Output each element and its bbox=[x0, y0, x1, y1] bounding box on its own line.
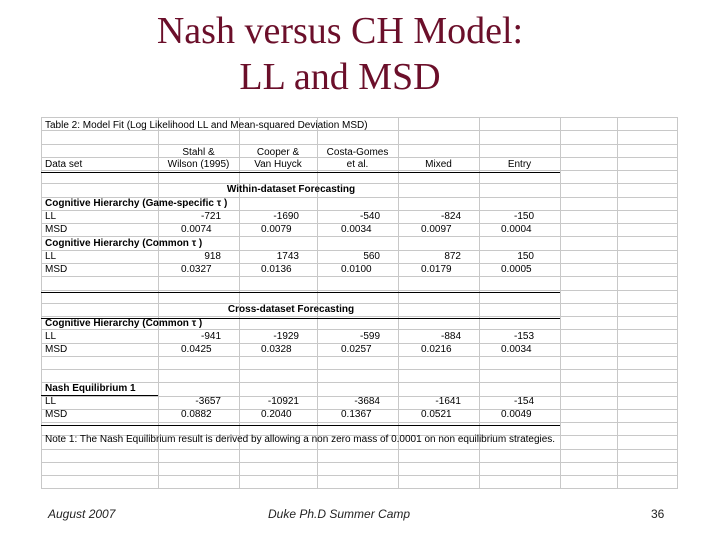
table-cell: 0.0079 bbox=[261, 224, 292, 235]
table-cell: -1690 bbox=[273, 211, 299, 222]
title-line-2: LL and MSD bbox=[239, 56, 441, 98]
table-cell: 0.0049 bbox=[501, 409, 532, 420]
header-cooper-line2: Van Huyck bbox=[254, 159, 302, 170]
table-cell: 560 bbox=[363, 251, 380, 262]
table-cell: 0.0136 bbox=[261, 264, 292, 275]
table-cell: 0.0005 bbox=[501, 264, 532, 275]
table-cell: 918 bbox=[204, 251, 221, 262]
table-cell: 0.0074 bbox=[181, 224, 212, 235]
spreadsheet-table bbox=[41, 117, 678, 489]
table-note: Note 1: The Nash Equilibrium result is derived by allowing a non zero mass of 0.0001 on non equilibrium strategies. bbox=[45, 434, 556, 445]
table-cell: -154 bbox=[513, 396, 534, 407]
row-label: MSD bbox=[45, 264, 68, 275]
row-label: LL bbox=[45, 331, 57, 342]
table-cell: 0.0521 bbox=[421, 409, 452, 420]
table-cell: -1929 bbox=[273, 331, 299, 342]
title-line-1: Nash versus CH Model: bbox=[156, 10, 524, 52]
header-cooper-line1: Cooper & bbox=[256, 147, 300, 158]
table-cell: 0.2040 bbox=[261, 409, 292, 420]
table-cell: -540 bbox=[359, 211, 380, 222]
table-cell: 0.0004 bbox=[501, 224, 532, 235]
table-cell: -3684 bbox=[354, 396, 380, 407]
row-label: LL bbox=[45, 211, 57, 222]
group-label-ch-common-cross: Cognitive Hierarchy (Common τ ) bbox=[45, 318, 203, 329]
section-heading-within: Within-dataset Forecasting bbox=[226, 184, 356, 195]
page-number: 36 bbox=[651, 507, 665, 521]
table-cell: 150 bbox=[517, 251, 534, 262]
table-cell: 0.0327 bbox=[181, 264, 212, 275]
table-cell: 0.0257 bbox=[341, 344, 372, 355]
footer-event: Duke Ph.D Summer Camp bbox=[268, 507, 411, 521]
header-mixed: Mixed bbox=[425, 159, 452, 170]
table-cell: 0.0034 bbox=[501, 344, 532, 355]
row-label: LL bbox=[45, 251, 57, 262]
table-cell: 0.0097 bbox=[421, 224, 452, 235]
table-cell: -150 bbox=[513, 211, 534, 222]
table-cell: 0.0882 bbox=[181, 409, 212, 420]
header-data-set: Data set bbox=[45, 159, 83, 170]
table-cell: 0.0179 bbox=[421, 264, 452, 275]
slide-title bbox=[0, 8, 680, 100]
group-label-nash-equilibrium: Nash Equilibrium 1 bbox=[45, 383, 136, 394]
header-costa-line1: Costa-Gomes bbox=[326, 147, 389, 158]
table-cell: 0.1367 bbox=[341, 409, 372, 420]
table-cell: -599 bbox=[359, 331, 380, 342]
table-cell: 0.0034 bbox=[341, 224, 372, 235]
table-cell: -10921 bbox=[267, 396, 299, 407]
row-label: MSD bbox=[45, 409, 68, 420]
group-label-ch-game-specific: Cognitive Hierarchy (Game-specific τ ) bbox=[45, 198, 228, 209]
table-cell: -824 bbox=[440, 211, 461, 222]
table-cell: -721 bbox=[200, 211, 221, 222]
table-cell: 0.0100 bbox=[341, 264, 372, 275]
table-cell: -941 bbox=[200, 331, 221, 342]
table-cell: -884 bbox=[440, 331, 461, 342]
table-cell: -1641 bbox=[435, 396, 461, 407]
table-cell: 1743 bbox=[276, 251, 299, 262]
section-heading-cross: Cross-dataset Forecasting bbox=[227, 304, 355, 315]
row-label: MSD bbox=[45, 224, 68, 235]
header-costa-line2: et al. bbox=[346, 159, 369, 170]
footer-date: August 2007 bbox=[48, 507, 116, 521]
header-stahl-line1: Stahl & bbox=[182, 147, 215, 158]
table-cell: 0.0425 bbox=[181, 344, 212, 355]
header-stahl-line2: Wilson (1995) bbox=[167, 159, 230, 170]
table-cell: 0.0216 bbox=[421, 344, 452, 355]
table-cell: 872 bbox=[444, 251, 461, 262]
table-cell: -3657 bbox=[195, 396, 221, 407]
row-label: LL bbox=[45, 396, 57, 407]
table-cell: -153 bbox=[513, 331, 534, 342]
table-cell: 0.0328 bbox=[261, 344, 292, 355]
row-label: MSD bbox=[45, 344, 68, 355]
table-caption: Table 2: Model Fit (Log Likelihood LL and Mean-squared Deviation MSD) bbox=[45, 120, 368, 131]
header-entry: Entry bbox=[507, 159, 532, 170]
group-label-ch-common-within: Cognitive Hierarchy (Common τ ) bbox=[45, 238, 203, 249]
